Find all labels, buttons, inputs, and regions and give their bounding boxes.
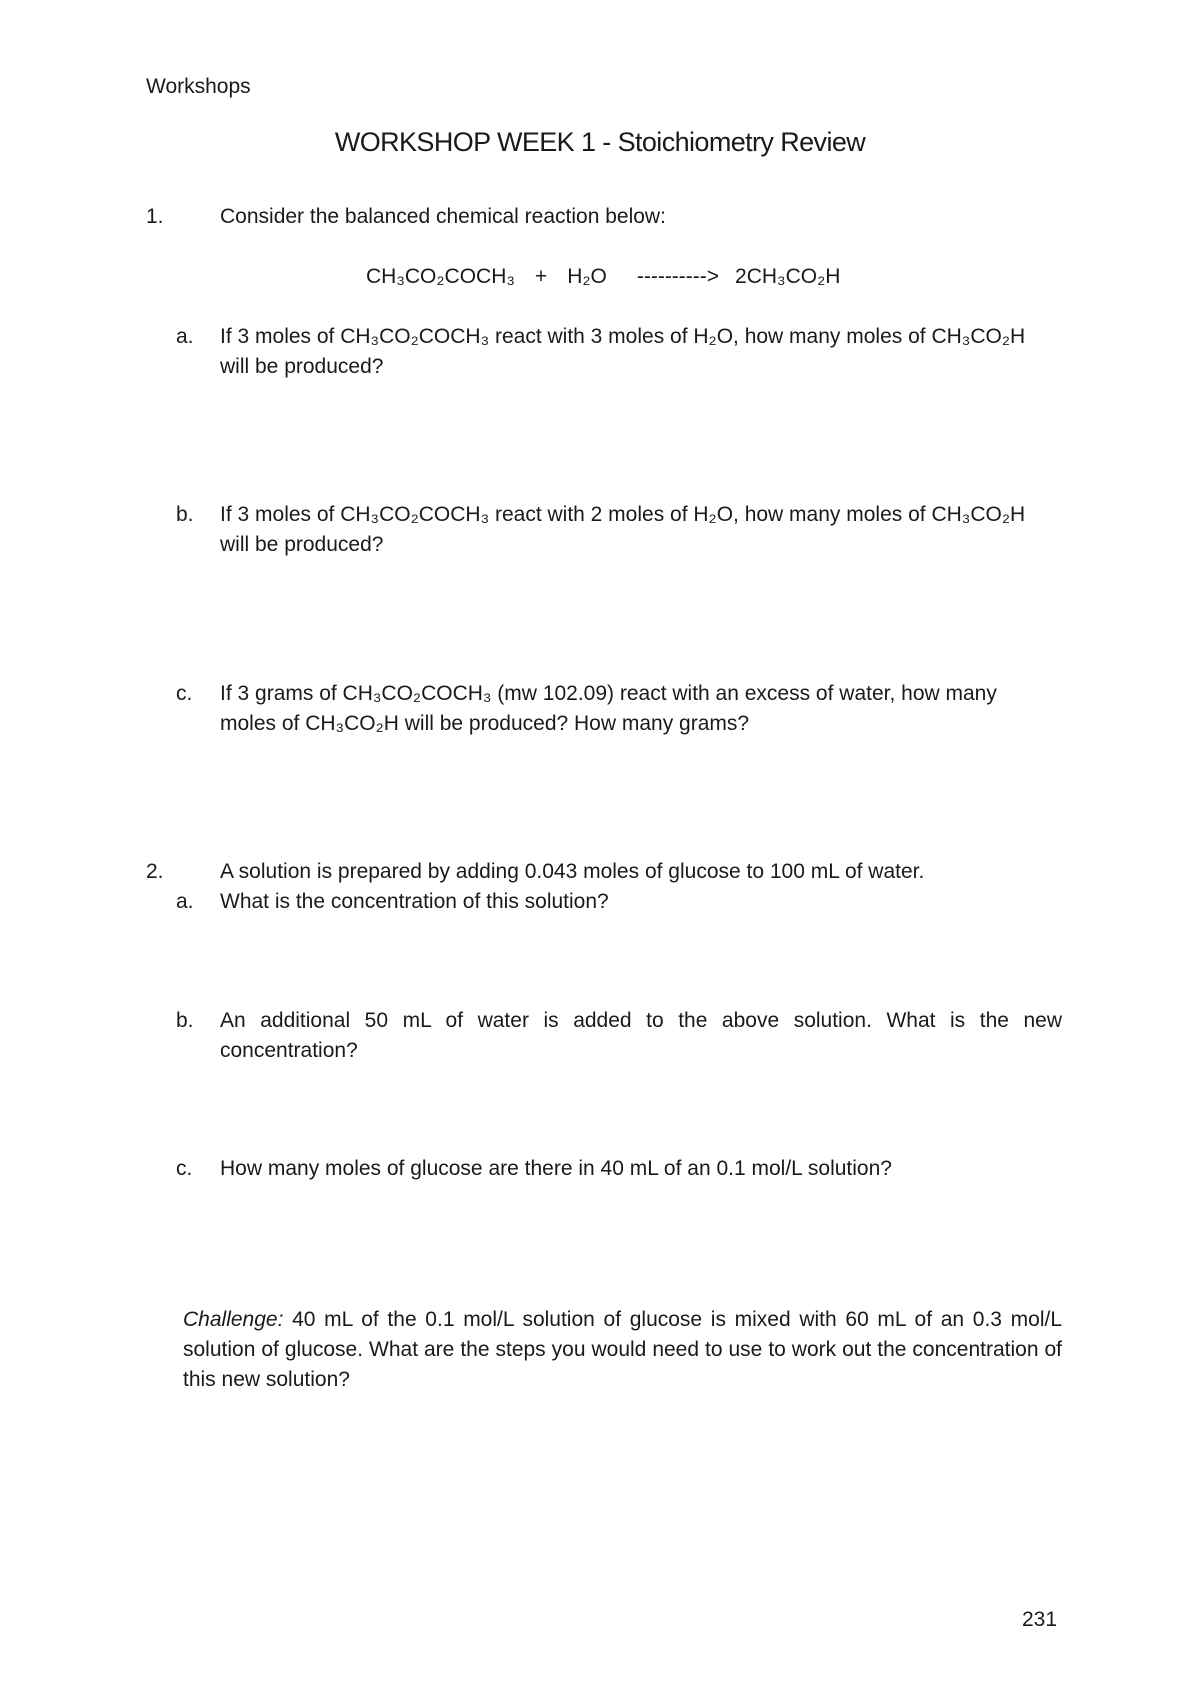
page-number: 231 xyxy=(1022,1608,1058,1631)
q1-part-a-line-2: will be produced? xyxy=(220,355,384,378)
q1-part-c-line-2: moles of CH₃CO₂H will be produced? How many grams? xyxy=(220,712,750,735)
q1-part-a-label: a. xyxy=(176,325,194,348)
question-1-intro: Consider the balanced chemical reaction below: xyxy=(220,205,666,228)
challenge-paragraph xyxy=(183,1305,1062,1395)
q1-part-b-line-2: will be produced? xyxy=(220,533,384,556)
challenge-text: 40 mL of the 0.1 mol/L solution of glucose is mixed with 60 mL of an 0.3 mol/L solution of glucose. What are the steps you would need to use to work out the concentration of this new solution? xyxy=(183,1308,1062,1391)
q2-part-a-label: a. xyxy=(176,890,194,913)
q1-part-c-line-1: If 3 grams of CH₃CO₂COCH₃ (mw 102.09) react with an excess of water, how many xyxy=(220,682,997,705)
q1-part-b-label: b. xyxy=(176,503,194,526)
q2-part-c-text: How many moles of glucose are there in 40 mL of an 0.1 mol/L solution? xyxy=(220,1157,892,1180)
q2-part-c-label: c. xyxy=(176,1157,193,1180)
q1-part-b-line-1: If 3 moles of CH₃CO₂COCH₃ react with 2 moles of H₂O, how many moles of CH₃CO₂H xyxy=(220,503,1026,526)
q2-part-b-label: b. xyxy=(176,1009,194,1032)
question-1-number: 1. xyxy=(146,205,164,228)
page-title: WORKSHOP WEEK 1 - Stoichiometry Review xyxy=(334,127,866,157)
equation-arrow: ----------> xyxy=(636,265,720,288)
question-2-number: 2. xyxy=(146,860,164,883)
challenge-label: Challenge: xyxy=(183,1308,284,1331)
q2-part-b-text: An additional 50 mL of water is added to the above solution. What is the new concentration? xyxy=(220,1009,1062,1062)
equation-product: 2CH₃CO₂H xyxy=(735,265,841,288)
chemical-equation xyxy=(366,262,840,292)
running-header: Workshops xyxy=(146,75,251,98)
q1-part-a-line-1: If 3 moles of CH₃CO₂COCH₃ react with 3 moles of H₂O, how many moles of CH₃CO₂H xyxy=(220,325,1026,348)
equation-reactant-2: H₂O xyxy=(567,265,607,288)
question-2-intro: A solution is prepared by adding 0.043 moles of glucose to 100 mL of water. xyxy=(220,860,925,883)
equation-plus: + xyxy=(534,265,548,288)
equation-reactant-1: CH₃CO₂COCH₃ xyxy=(366,265,515,288)
q2-part-a-text: What is the concentration of this solution? xyxy=(220,890,609,913)
q1-part-c-label: c. xyxy=(176,682,193,705)
